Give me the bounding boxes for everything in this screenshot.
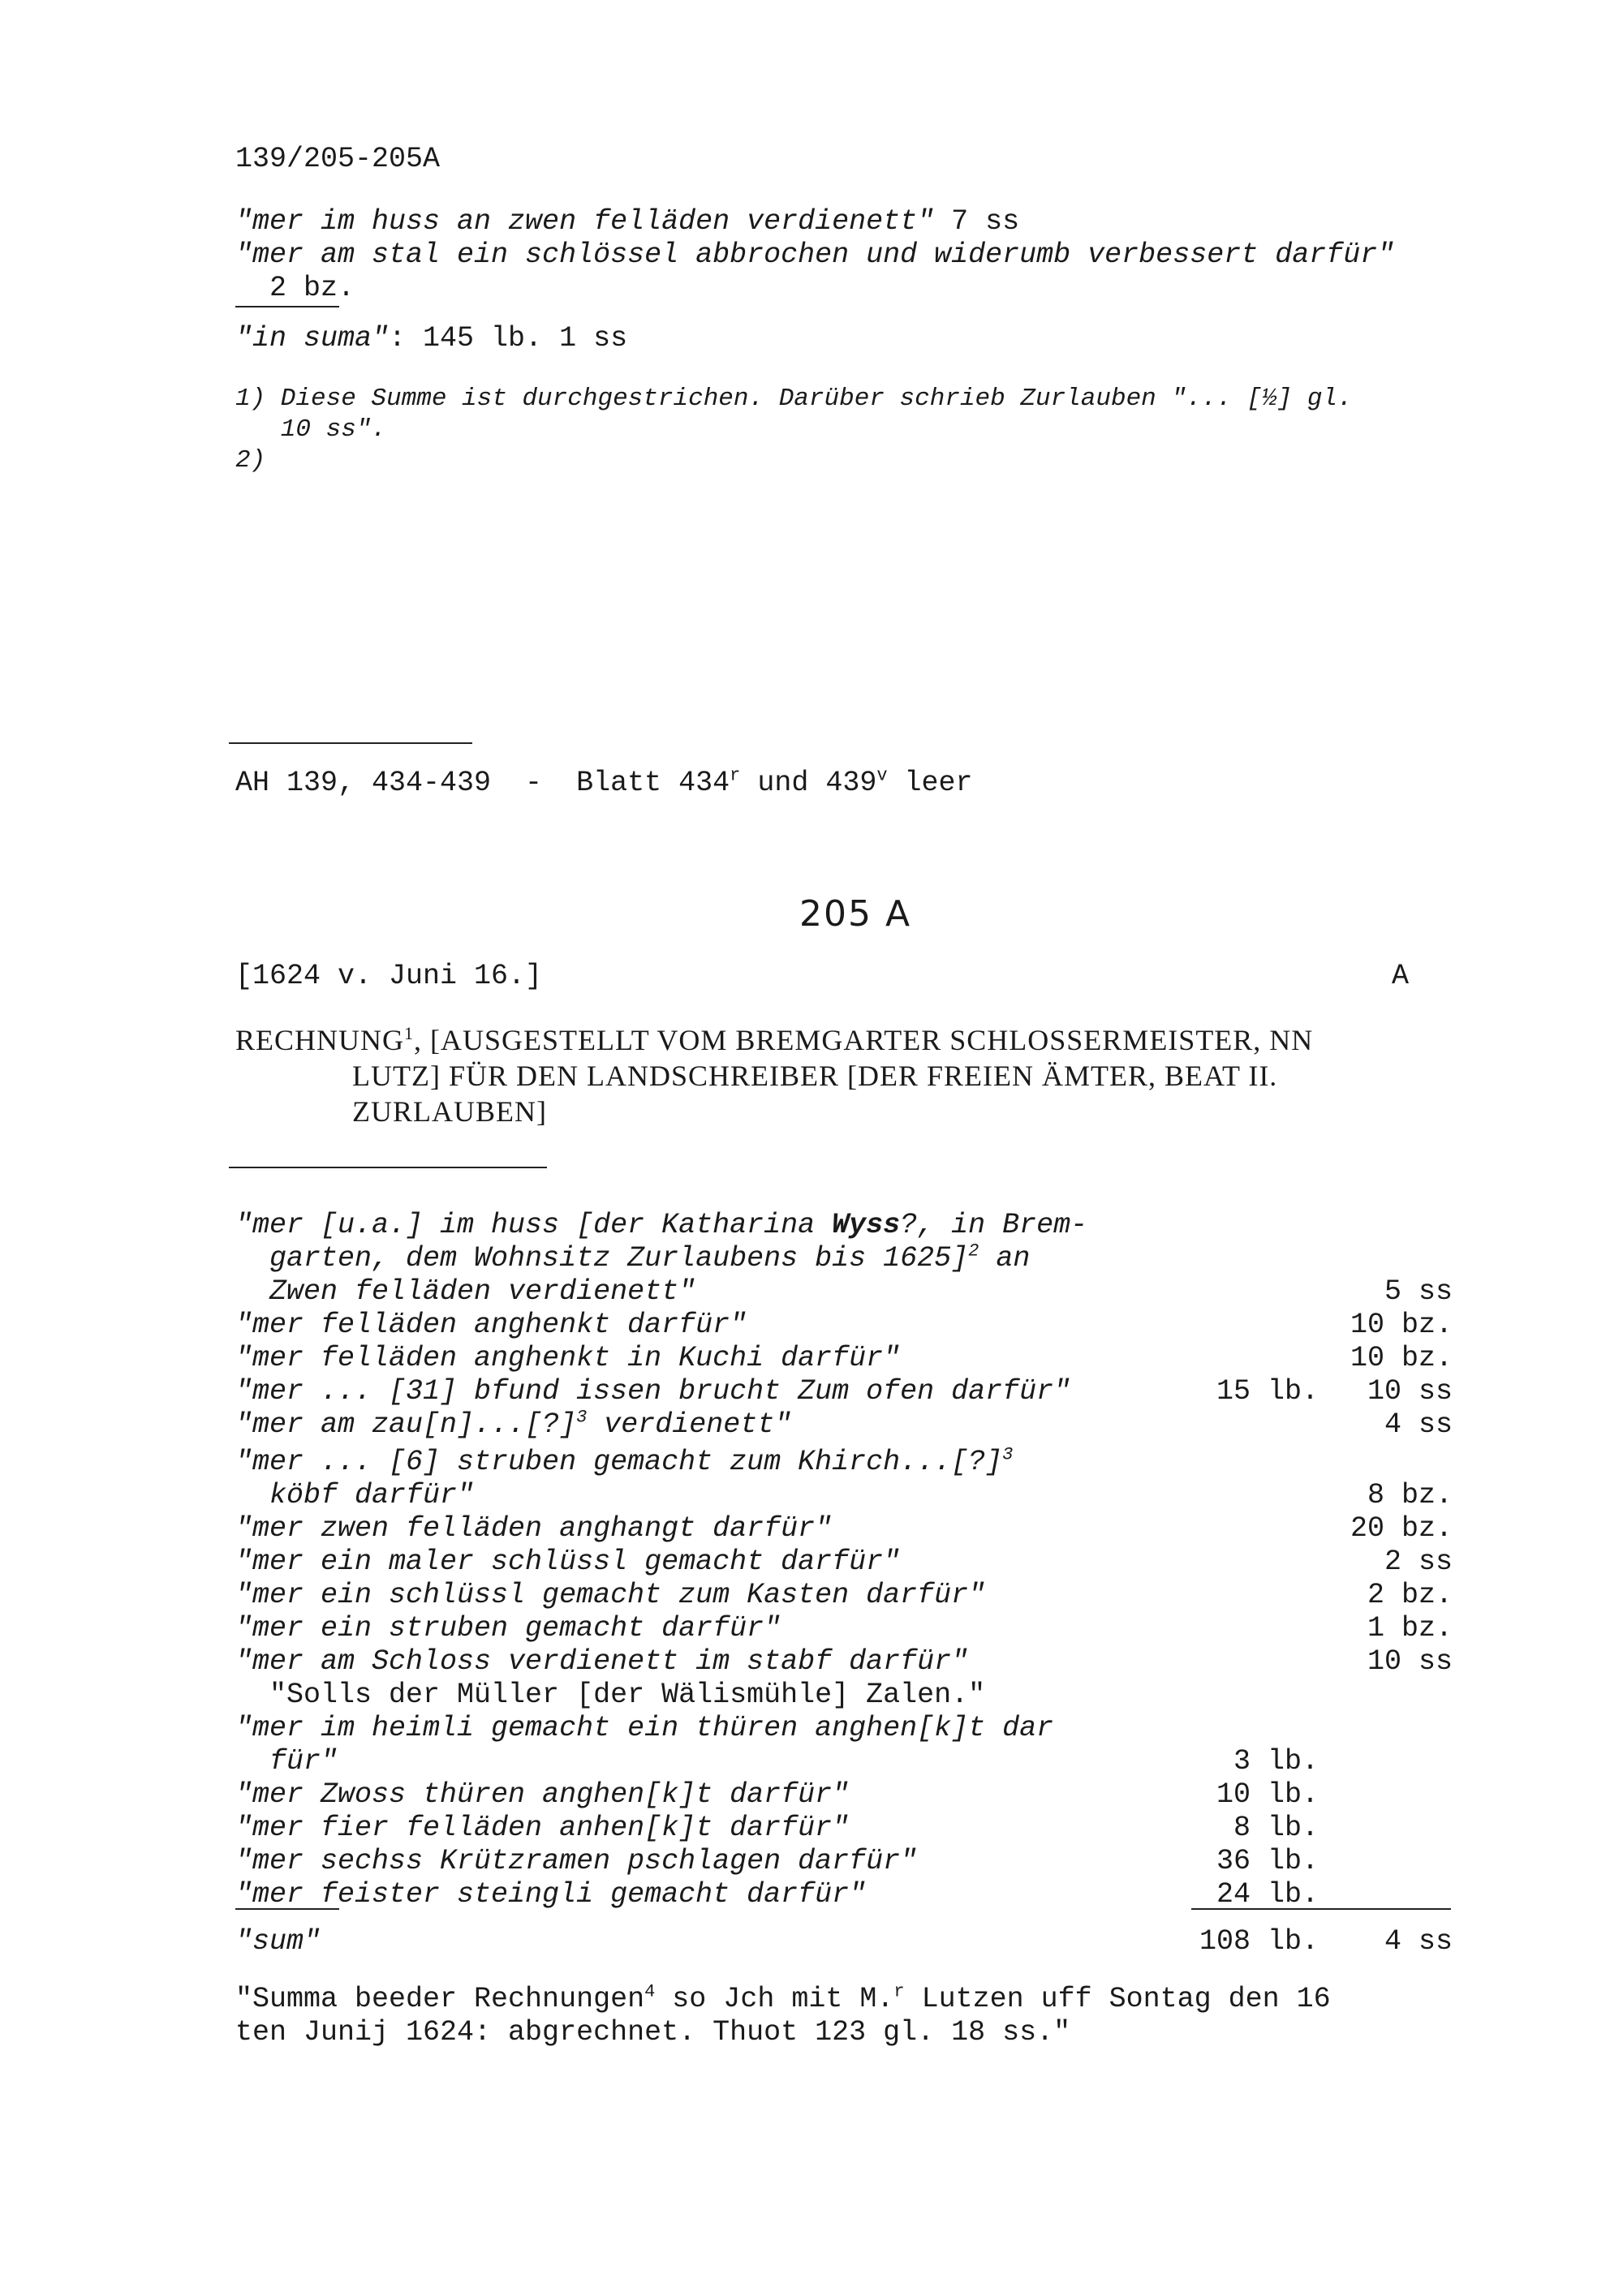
closing-line-2: ten Junij 1624: abgrechnet. Thuot 123 gl. 18 ss." <box>235 2016 1071 2049</box>
date-marker: A <box>1392 960 1410 992</box>
entry-zaun <box>235 1408 1453 1442</box>
entry-row-amount: 2 ss <box>1384 1546 1453 1578</box>
entry-row <box>235 1845 1453 1878</box>
heading-line-3: ZURLAUBEN] <box>352 1095 547 1128</box>
entry-heimli-amount: 3 lb. <box>1233 1745 1319 1778</box>
footnote-2: 2) <box>235 446 266 475</box>
total-underline <box>235 306 339 307</box>
heading-line-2: LUTZ] FÜR DEN LANDSCHREIBER [DER FREIEN ÄMTER, BEAT II. <box>352 1060 1278 1092</box>
document-number: 205 A <box>799 893 912 935</box>
source-sup-1: r <box>730 765 741 786</box>
entry-heimli-line-1: "mer im heimli gemacht ein thüren anghen[k]t dar <box>235 1712 1054 1744</box>
entry-first-line-2a: garten, dem Wohnsitz Zurlaubens bis 1625] <box>235 1242 969 1275</box>
source-prefix: AH 139, 434-439 - Blatt 434 <box>235 767 730 799</box>
entry-row <box>235 1612 1453 1645</box>
sum-label: "sum" <box>235 1925 321 1958</box>
entry-row-text: "mer ein maler schlüssl gemacht darfür" <box>235 1546 901 1578</box>
entry-row <box>235 1645 1453 1679</box>
entry-row-amount: 1 bz. <box>1367 1612 1453 1645</box>
entry-struben-line-1 <box>235 1446 1013 1479</box>
sum-lb: 108 lb. <box>1199 1925 1319 1958</box>
top-entry-1-text: "mer im huss an zwen felläden verdienett" <box>235 205 935 238</box>
entry-row-lb: 8 lb. <box>1233 1812 1319 1844</box>
entry-struben-a: "mer ... [6] struben gemacht zum Khirch...[?] <box>235 1446 1003 1478</box>
entry-remark: "Solls der Müller [der Wälismühle] Zalen." <box>235 1679 986 1711</box>
entry-first-line-3-text: Zwen felläden verdienett" <box>235 1275 696 1308</box>
entry-first-line-2 <box>235 1242 1030 1275</box>
entry-first-line-3 <box>235 1275 1453 1309</box>
entry-first-sup: 2 <box>968 1240 979 1262</box>
entry-zaun-text <box>235 1408 791 1442</box>
entry-row <box>235 1778 1453 1812</box>
date-line: [1624 v. Juni 16.] <box>235 960 543 992</box>
entry-row-amount: 20 bz. <box>1350 1512 1453 1545</box>
top-entry-1-amount: 7 ss <box>934 205 1020 238</box>
entry-row <box>235 1579 1453 1612</box>
top-total-label: "in suma" <box>235 322 390 355</box>
entry-row <box>235 1512 1453 1546</box>
source-suffix: leer <box>887 767 973 799</box>
entry-sum <box>235 1925 1453 1958</box>
entry-first-line-1 <box>235 1209 1087 1242</box>
entry-row-text: "mer Zwoss thüren anghen[k]t darfür" <box>235 1778 850 1811</box>
entry-struben-sup: 3 <box>1002 1444 1014 1465</box>
top-total <box>235 322 627 355</box>
entry-struben-amount: 8 bz. <box>1367 1479 1453 1511</box>
footnote-1-cont: 10 ss". <box>235 415 387 444</box>
closing-a: "Summa beeder Rechnungen <box>235 1983 645 2015</box>
entry-row-amount: 10 ss <box>1367 1375 1453 1408</box>
entry-row-lb: 10 lb. <box>1216 1778 1319 1811</box>
entry-struben-line-2 <box>235 1479 1453 1512</box>
entry-first-line-2b: an <box>979 1242 1031 1275</box>
entry-heimli-line-2 <box>235 1745 1453 1778</box>
heading-line-1-rest: , [AUSGESTELLT VOM BREMGARTER SCHLOSSERMEISTER, NN <box>414 1024 1314 1056</box>
entry-row-text: "mer sechss Krützramen pschlagen darfür" <box>235 1845 918 1877</box>
entry-heimli-line-2-text: für" <box>235 1745 338 1778</box>
entry-row-amount: 10 bz. <box>1350 1342 1453 1374</box>
entry-struben-line-2-text: köbf darfür" <box>235 1479 475 1511</box>
entry-row-text: "mer ... [31] bfund issen brucht Zum ofen darfür" <box>235 1375 1071 1408</box>
entry-row-lb: 36 lb. <box>1216 1845 1319 1877</box>
entry-zaun-b: verdienett" <box>587 1408 792 1441</box>
entry-row <box>235 1878 1453 1911</box>
source-middle: und 439 <box>740 767 877 799</box>
heading-sup: 1 <box>404 1023 415 1043</box>
top-entry-2: "mer am stal ein schlössel abbrochen und widerumb verbessert darfür" <box>235 239 1395 271</box>
entry-zaun-amount: 4 ss <box>1384 1408 1453 1441</box>
heading-line-1 <box>235 1022 1313 1058</box>
sum-ss: 4 ss <box>1384 1925 1453 1958</box>
entry-row <box>235 1812 1453 1845</box>
entry-first-bold: Wyss <box>832 1209 901 1241</box>
entry-row <box>235 1342 1453 1375</box>
entry-zaun-a: "mer am zau[n]...[?] <box>235 1408 577 1441</box>
section-divider <box>229 742 472 744</box>
entry-row <box>235 1375 1453 1408</box>
top-total-value: : 145 lb. 1 ss <box>389 322 628 355</box>
sum-underline-right <box>1191 1908 1451 1910</box>
entry-row-text: "mer fier felläden anhen[k]t darfür" <box>235 1812 850 1844</box>
entry-row <box>235 1309 1453 1342</box>
entry-row-lb: 15 lb. <box>1216 1375 1319 1408</box>
sum-underline-left <box>235 1908 339 1910</box>
closing-sup: 4 <box>644 1981 656 2002</box>
entry-row-amount: 10 bz. <box>1350 1309 1453 1341</box>
closing-sup-2: r <box>893 1981 905 2002</box>
entry-row-text: "mer felläden anghenkt in Kuchi darfür" <box>235 1342 901 1374</box>
source-reference <box>235 767 973 800</box>
entry-row-lb: 24 lb. <box>1216 1878 1319 1911</box>
top-entry-2-amount: 2 bz. <box>235 272 355 304</box>
entry-row-text: "mer ein schlüssl gemacht zum Kasten darfür" <box>235 1579 986 1611</box>
closing-c: Lutzen uff Sontag den 16 <box>904 1983 1331 2015</box>
entry-row-text: "mer feister steingli gemacht darfür" <box>235 1878 867 1911</box>
entry-first-a: "mer [u.a.] im huss [der Katharina <box>235 1209 833 1241</box>
top-entry-1 <box>235 205 1019 239</box>
entry-row-text: "mer am Schloss verdienett im stabf darfür" <box>235 1645 969 1678</box>
closing-line-1 <box>235 1983 1331 2016</box>
entry-row-amount: 2 bz. <box>1367 1579 1453 1611</box>
entry-row <box>235 1546 1453 1579</box>
closing-b: so Jch mit M. <box>655 1983 894 2015</box>
entry-row-text: "mer ein struben gemacht darfür" <box>235 1612 781 1645</box>
heading-divider <box>229 1167 547 1168</box>
entry-row-amount: 10 ss <box>1367 1645 1453 1678</box>
page-reference: 139/205-205A <box>235 143 441 175</box>
entry-row-text: "mer zwen felläden anghangt darfür" <box>235 1512 833 1545</box>
entry-first-amount: 5 ss <box>1384 1275 1453 1308</box>
source-sup-2: v <box>876 765 888 786</box>
entry-zaun-sup: 3 <box>576 1407 588 1428</box>
entry-row-text: "mer felläden anghenkt darfür" <box>235 1309 747 1341</box>
entry-first-b: ?, in Brem- <box>900 1209 1088 1241</box>
footnote-1: 1) Diese Summe ist durchgestrichen. Darüber schrieb Zurlauben "... [½] gl. <box>235 385 1353 413</box>
heading-word: RECHNUNG <box>235 1024 405 1056</box>
